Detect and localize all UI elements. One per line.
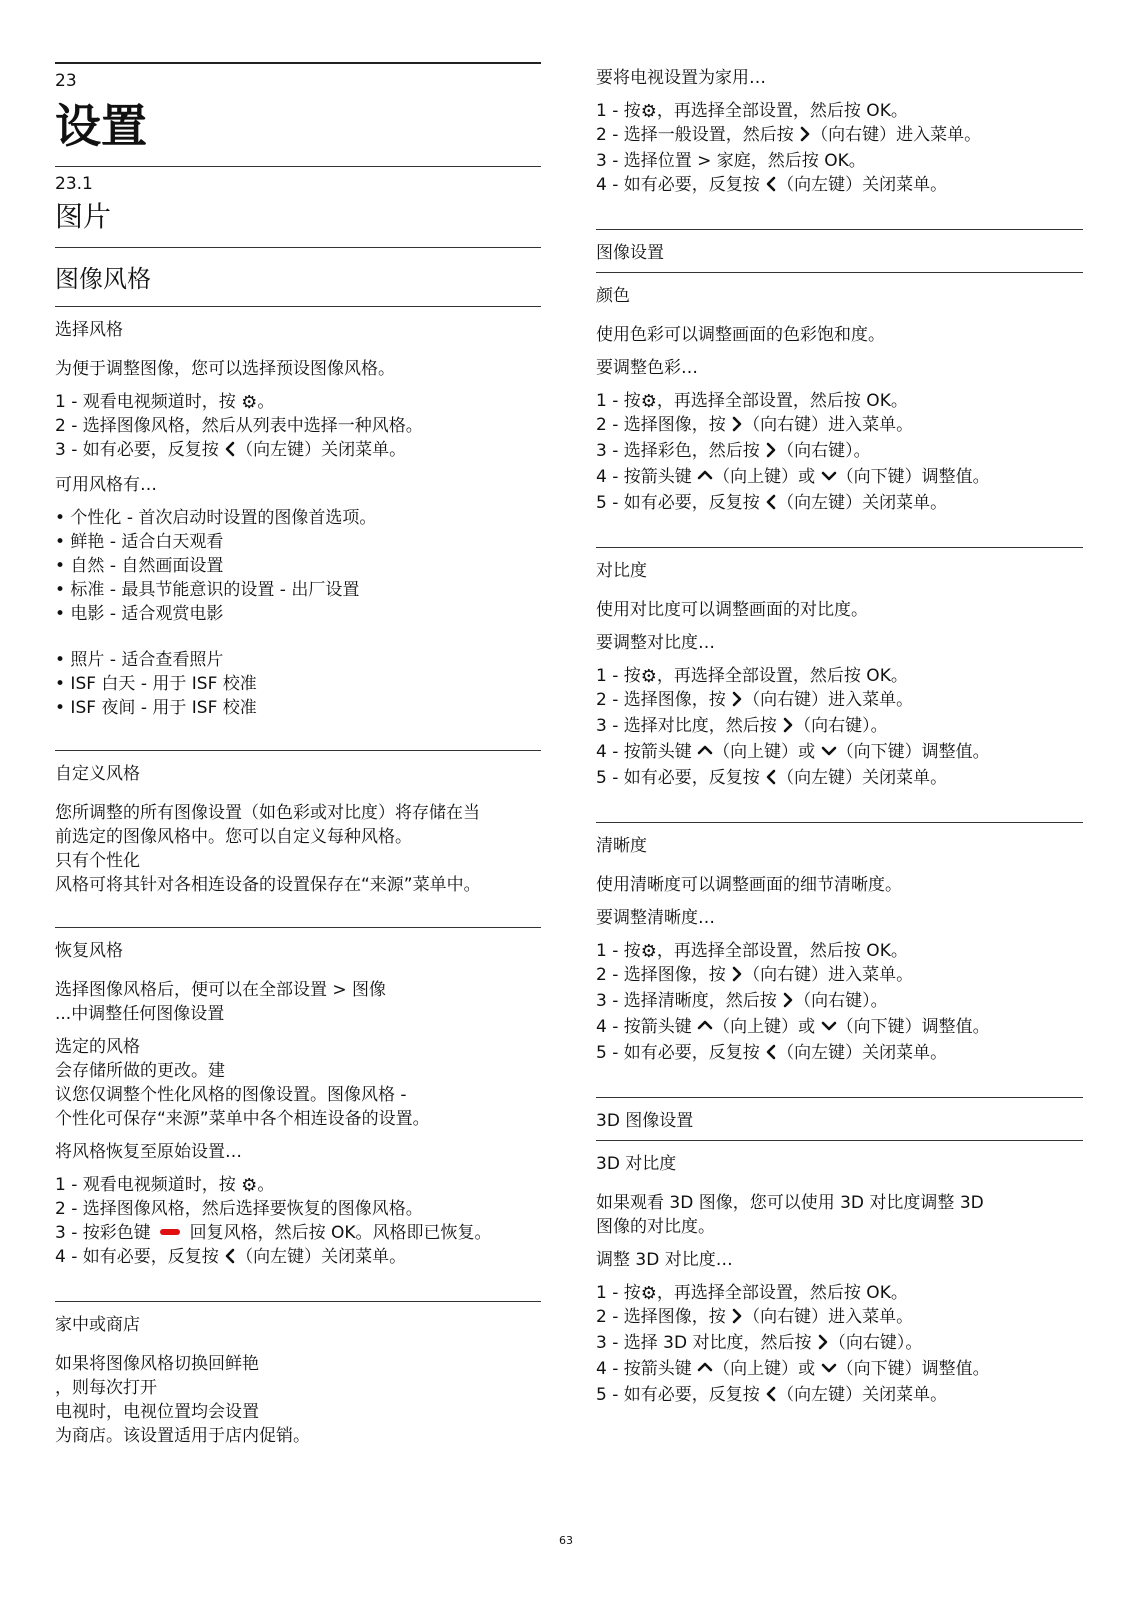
step-line — [596, 1015, 1083, 1041]
step-text: 3 - 选择清晰度，然后按 — [596, 991, 783, 1011]
step-text: 回复风格，然后按 OK。风格即已恢复。 — [184, 1223, 492, 1243]
step-text: ，再选择全部设置，然后按 OK。 — [656, 101, 908, 121]
sharpness-intro: 使用清晰度可以调整画面的细节清晰度。 — [596, 875, 902, 895]
step-text: 3 - 选择位置 > 家庭，然后按 OK。 — [596, 151, 866, 171]
step-line — [55, 1245, 541, 1271]
step-text: ，再选择全部设置，然后按 OK。 — [656, 941, 908, 961]
step-text: 4 - 按箭头键 — [596, 1359, 698, 1379]
available-styles-label: 可用风格有… — [55, 475, 157, 495]
gear-icon: ⚙ — [640, 941, 657, 962]
text-line: ，则每次打开 — [55, 1378, 157, 1398]
chevron-left-icon — [765, 1385, 777, 1409]
image-3d-rule — [596, 1097, 1083, 1098]
contrast-steps — [596, 664, 1083, 792]
color-steps — [596, 389, 1083, 517]
step-text: 2 - 选择一般设置，然后按 — [596, 125, 800, 145]
text-line: 风格可将其针对各相连设备的设置保存在“来源”菜单中。 — [55, 875, 481, 895]
styles-list-a — [55, 506, 541, 626]
chevron-right-icon — [782, 991, 794, 1015]
step-text: 5 - 如有必要，反复按 — [596, 1385, 766, 1405]
text-line: 选择图像风格后，便可以在全部设置 > 图像 — [55, 980, 387, 1000]
step-text: 1 - 按 — [596, 941, 641, 961]
chevron-right-icon — [782, 716, 794, 740]
chevron-down-icon — [821, 467, 837, 491]
text-line: 只有个性化 — [55, 851, 140, 871]
chevron-up-icon — [697, 1017, 713, 1041]
chevron-up-icon — [697, 742, 713, 766]
text-line: 会存储所做的更改。建 — [55, 1061, 225, 1081]
select-style-intro: 为便于调整图像，您可以选择预设图像风格。 — [55, 359, 395, 379]
step-line — [596, 1357, 1083, 1383]
step-line — [55, 1221, 541, 1245]
home-shop-text — [55, 1352, 541, 1448]
step-text: 2 - 选择图像风格，然后选择要恢复的图像风格。 — [55, 1199, 423, 1219]
step-text: （向右键）。 — [777, 441, 871, 461]
chevron-left-icon — [765, 1043, 777, 1067]
step-text: 4 - 按箭头键 — [596, 467, 698, 487]
text-line: 议您仅调整个性化风格的图像设置。图像风格 - — [55, 1085, 407, 1105]
step-text: ，再选择全部设置，然后按 OK。 — [656, 391, 908, 411]
step-text: 1 - 按 — [596, 391, 641, 411]
step-line — [55, 438, 541, 464]
step-text: 。 — [257, 1175, 275, 1195]
step-line — [596, 939, 1083, 963]
step-text: 3 - 选择彩色，然后按 — [596, 441, 766, 461]
chevron-right-icon — [731, 415, 743, 439]
select-style-rule — [55, 306, 541, 307]
gear-icon: ⚙ — [241, 1175, 258, 1196]
step-text: 4 - 如有必要，反复按 — [55, 1247, 225, 1267]
contrast-3d-steps — [596, 1281, 1083, 1409]
step-line — [596, 989, 1083, 1015]
text-line: • 标准 - 最具节能意识的设置 - 出厂设置 — [55, 580, 360, 600]
step-text: 4 - 如有必要，反复按 — [596, 175, 766, 195]
home-shop-rule — [55, 1301, 541, 1302]
step-line — [55, 390, 541, 414]
contrast-label: 要调整对比度… — [596, 633, 715, 653]
step-text: （向右键）进入菜单。 — [743, 1307, 914, 1327]
step-line — [596, 465, 1083, 491]
step-line — [596, 1305, 1083, 1331]
select-style-steps — [55, 390, 541, 464]
step-text: （向右键）进入菜单。 — [811, 125, 982, 145]
step-line — [596, 491, 1083, 517]
step-line — [596, 439, 1083, 465]
sharpness-rule — [596, 822, 1083, 823]
contrast-3d-intro — [596, 1191, 1083, 1239]
restore-style-heading: 恢复风格 — [55, 941, 123, 961]
restore-style-steps — [55, 1173, 541, 1271]
step-line — [596, 688, 1083, 714]
text-line: 选定的风格 — [55, 1037, 140, 1057]
restore-style-label: 将风格恢复至原始设置… — [55, 1142, 242, 1162]
text-line: • 自然 - 自然画面设置 — [55, 556, 224, 576]
step-text: 1 - 按 — [596, 101, 641, 121]
chevron-left-icon — [224, 440, 236, 464]
step-text: （向下键）调整值。 — [836, 1017, 990, 1037]
step-line — [596, 740, 1083, 766]
step-text: （向右键）。 — [794, 991, 888, 1011]
step-text: 2 - 选择图像，按 — [596, 965, 732, 985]
chevron-left-icon — [765, 768, 777, 792]
step-text: （向下键）调整值。 — [836, 742, 990, 762]
step-line — [596, 766, 1083, 792]
custom-style-rule — [55, 750, 541, 751]
step-line — [596, 123, 1083, 149]
step-text: （向左键）关闭菜单。 — [236, 440, 407, 460]
text-line: • 照片 - 适合查看照片 — [55, 650, 224, 670]
restore-style-para2 — [55, 1035, 541, 1131]
section-number: 23.1 — [55, 174, 93, 194]
step-text: 2 - 选择图像，按 — [596, 1307, 732, 1327]
text-line: • 个性化 - 首次启动时设置的图像首选项。 — [55, 508, 377, 528]
contrast-3d-heading: 3D 对比度 — [596, 1154, 677, 1174]
gear-icon: ⚙ — [640, 101, 657, 122]
restore-style-rule — [55, 927, 541, 928]
step-line — [596, 664, 1083, 688]
text-line: • 鲜艳 - 适合白天观看 — [55, 532, 224, 552]
step-text: 3 - 按彩色键 — [55, 1223, 157, 1243]
color-rule — [596, 272, 1083, 273]
chevron-left-icon — [765, 493, 777, 517]
step-text: （向右键）进入菜单。 — [743, 690, 914, 710]
step-line — [596, 963, 1083, 989]
step-text: 1 - 按 — [596, 666, 641, 686]
step-text: （向上键）或 — [713, 1359, 821, 1379]
step-line — [596, 413, 1083, 439]
set-home-steps — [596, 99, 1083, 199]
text-line: 图像的对比度。 — [596, 1217, 715, 1237]
custom-style-heading: 自定义风格 — [55, 764, 140, 784]
step-text: 4 - 按箭头键 — [596, 742, 698, 762]
subsection-rule — [55, 247, 541, 248]
text-line: 如果将图像风格切换回鲜艳 — [55, 1354, 259, 1374]
subsection-title: 图像风格 — [55, 265, 151, 293]
step-text: ，再选择全部设置，然后按 OK。 — [656, 666, 908, 686]
step-text: 1 - 观看电视频道时，按 — [55, 1175, 242, 1195]
chevron-right-icon — [799, 125, 811, 149]
step-text: （向左键）关闭菜单。 — [777, 175, 948, 195]
contrast-intro: 使用对比度可以调整画面的对比度。 — [596, 600, 868, 620]
text-line: • ISF 白天 - 用于 ISF 校准 — [55, 674, 257, 694]
chevron-right-icon — [765, 441, 777, 465]
step-line — [596, 714, 1083, 740]
step-text: （向右键）进入菜单。 — [743, 965, 914, 985]
color-label: 要调整色彩… — [596, 358, 698, 378]
page-number: 63 — [559, 1534, 573, 1547]
gear-icon: ⚙ — [640, 1283, 657, 1304]
step-line — [596, 173, 1083, 199]
gear-icon: ⚙ — [640, 391, 657, 412]
chevron-right-icon — [731, 690, 743, 714]
step-line — [55, 1173, 541, 1197]
step-text: （向右键）进入菜单。 — [743, 415, 914, 435]
set-home-intro: 要将电视设置为家用… — [596, 68, 766, 88]
step-line — [596, 389, 1083, 413]
step-text: 5 - 如有必要，反复按 — [596, 768, 766, 788]
step-line — [596, 1041, 1083, 1067]
chevron-up-icon — [697, 467, 713, 491]
image-settings-heading: 图像设置 — [596, 243, 664, 263]
step-text: （向左键）关闭菜单。 — [777, 1385, 948, 1405]
sharpness-heading: 清晰度 — [596, 836, 647, 856]
text-line: 电视时，电视位置均会设置 — [55, 1402, 259, 1422]
step-text: （向上键）或 — [713, 1017, 821, 1037]
chevron-down-icon — [821, 742, 837, 766]
step-text: 4 - 按箭头键 — [596, 1017, 698, 1037]
step-text: （向下键）调整值。 — [836, 1359, 990, 1379]
home-shop-heading: 家中或商店 — [55, 1315, 140, 1335]
step-text: （向上键）或 — [713, 742, 821, 762]
step-text: ，再选择全部设置，然后按 OK。 — [656, 1283, 908, 1303]
chevron-down-icon — [821, 1359, 837, 1383]
image-settings-rule — [596, 229, 1083, 230]
contrast-heading: 对比度 — [596, 561, 647, 581]
chevron-right-icon — [731, 1307, 743, 1331]
right-column — [596, 66, 1083, 1409]
text-line: • ISF 夜间 - 用于 ISF 校准 — [55, 698, 257, 718]
text-line: 前选定的图像风格中。您可以自定义每种风格。 — [55, 827, 412, 847]
step-text: 1 - 观看电视频道时，按 — [55, 392, 242, 412]
text-line: 您所调整的所有图像设置（如色彩或对比度）将存储在当 — [55, 803, 480, 823]
select-style-heading: 选择风格 — [55, 320, 123, 340]
chapter-title: 设置 — [55, 99, 147, 153]
text-line: 为商店。该设置适用于店内促销。 — [55, 1426, 310, 1446]
step-text: （向上键）或 — [713, 467, 821, 487]
step-text: 2 - 选择图像，按 — [596, 690, 732, 710]
step-text: （向右键）。 — [794, 716, 888, 736]
left-column — [55, 62, 541, 1448]
step-text: 5 - 如有必要，反复按 — [596, 1043, 766, 1063]
step-text: （向右键）。 — [828, 1333, 923, 1353]
step-line — [55, 1197, 541, 1221]
chapter-number: 23 — [55, 71, 77, 91]
step-text: 2 - 选择图像，按 — [596, 415, 732, 435]
step-text: （向左键）关闭菜单。 — [777, 768, 948, 788]
restore-style-para1 — [55, 978, 541, 1026]
step-line — [55, 414, 541, 438]
step-line — [596, 1281, 1083, 1305]
step-text: 。 — [257, 392, 275, 412]
text-line: • 电影 - 适合观赏电影 — [55, 604, 224, 624]
text-line: ...中调整任何图像设置 — [55, 1004, 225, 1024]
color-intro: 使用色彩可以调整画面的色彩饱和度。 — [596, 325, 885, 345]
step-text: （向左键）关闭菜单。 — [777, 493, 948, 513]
chevron-down-icon — [821, 1017, 837, 1041]
step-line — [596, 1383, 1083, 1409]
sharpness-label: 要调整清晰度… — [596, 908, 715, 928]
section-rule — [55, 166, 541, 167]
step-text: 2 - 选择图像风格，然后从列表中选择一种风格。 — [55, 416, 423, 436]
step-text: 3 - 选择对比度，然后按 — [596, 716, 783, 736]
chapter-rule — [55, 62, 541, 64]
step-line — [596, 1331, 1083, 1357]
section-title: 图片 — [55, 200, 112, 233]
contrast-rule — [596, 547, 1083, 548]
step-text: （向下键）调整值。 — [836, 467, 990, 487]
step-line — [596, 99, 1083, 123]
text-line: 如果观看 3D 图像，您可以使用 3D 对比度调整 3D — [596, 1193, 984, 1213]
step-text: （向左键）关闭菜单。 — [236, 1247, 407, 1267]
chevron-right-icon — [731, 965, 743, 989]
image-3d-heading: 3D 图像设置 — [596, 1111, 694, 1131]
sharpness-steps — [596, 939, 1083, 1067]
contrast-3d-rule — [596, 1140, 1083, 1141]
chevron-left-icon — [224, 1247, 236, 1271]
step-text: 3 - 如有必要，反复按 — [55, 440, 225, 460]
chevron-right-icon — [817, 1333, 829, 1357]
red-color-key-icon — [160, 1229, 180, 1235]
contrast-3d-label: 调整 3D 对比度… — [596, 1250, 733, 1270]
step-text: 3 - 选择 3D 对比度，然后按 — [596, 1333, 817, 1353]
step-text: 5 - 如有必要，反复按 — [596, 493, 766, 513]
gear-icon: ⚙ — [241, 392, 258, 413]
step-text: 1 - 按 — [596, 1283, 641, 1303]
text-line: 个性化可保存“来源”菜单中各个相连设备的设置。 — [55, 1109, 430, 1129]
step-text: （向左键）关闭菜单。 — [777, 1043, 948, 1063]
step-line — [596, 149, 1083, 173]
custom-style-text — [55, 801, 541, 897]
chevron-left-icon — [765, 175, 777, 199]
styles-list-b — [55, 648, 541, 720]
gear-icon: ⚙ — [640, 666, 657, 687]
color-heading: 颜色 — [596, 286, 630, 306]
chevron-up-icon — [697, 1359, 713, 1383]
